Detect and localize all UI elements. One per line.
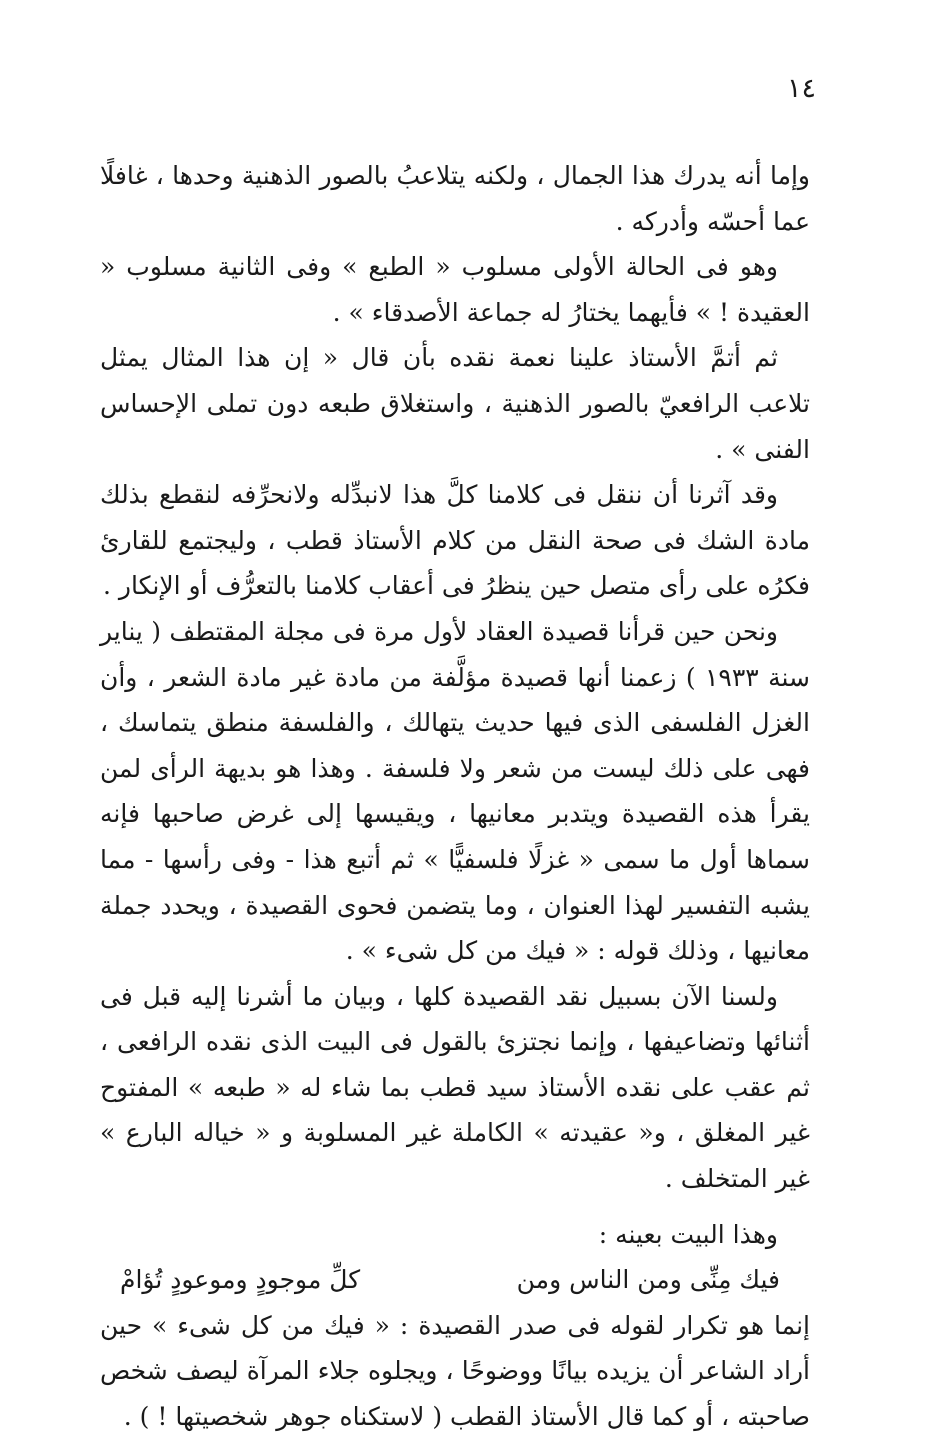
body-text (100, 153, 810, 1440)
page-number: ١٤ (786, 73, 816, 104)
paragraph: وقد آثرنا أن ننقل فى كلامنا كلَّ هذا لانبدِّله ولانحرِّفه لنقطع بذلك مادة الشك فى صحة النقل من كلام الأستاذ قطب ، وليجتمع للقارئ فكرُه على رأى متصل حين ينظرُ فى أعقاب كلامنا بالتعرُّف أو الإنكار . (100, 480, 810, 601)
paragraph: ولسنا الآن بسبيل نقد القصيدة كلها ، وبيان ما أشرنا إليه قبل فى أثنائها وتضاعيفها ، وإنما نجتزئ بالقول فى البيت الذى نقده الرافعى ، ثم عقب على نقده الأستاذ سيد قطب بما شاء له « طبعه » المفتوح غير المغلق ، و« عقيدته » الكاملة غير المسلوبة و « خياله البارع » غير المتخلف . (100, 981, 810, 1194)
poem-verse (100, 1257, 810, 1303)
verse-intro: وهذا البيت بعينه : (598, 1219, 778, 1249)
paragraph: ونحن حين قرأنا قصيدة العقاد لأول مرة فى مجلة المقتطف ( يناير سنة ١٩٣٣ ) زعمنا أنها قصيدة مؤلَّفة من مادة غير مادة الشعر ، وأن الغزل الفلسفى الذى فيها حديث يتهالك ، والفلسفة منطق يتماسك ، فهى على ذلك ليست من شعر ولا فلسفة . وهذا هو بديهة الرأى لمن يقرأ هذه القصيدة ويتدبر معانيها ، ويقيسها إلى غرض صاحبها فإنه سماها أول ما سمى « غزلًا فلسفيًّا » ثم أتبع هذا - وفى رأسها - مما يشبه التفسير لهذا العنوان ، وما يتضمن فحوى القصيدة ، ويحدد جملة معانيها ، وذلك قوله : « فيك من كل شىء » . (100, 616, 810, 966)
paragraph: وهو فى الحالة الأولى مسلوب « الطبع » وفى الثانية مسلوب « العقيدة ! » فأيهما يختارُ له جماعة الأصدقاء » . (100, 252, 810, 327)
verse-first-hemistich: فيك مِنِّى ومن الناس ومن (516, 1265, 780, 1295)
verse-second-hemistich: كلِّ موجودٍ وموعودٍ تُؤامْ (120, 1265, 361, 1295)
paragraph-gap (100, 1202, 810, 1212)
paragraph: وإما أنه يدرك هذا الجمال ، ولكنه يتلاعبُ بالصور الذهنية وحدها ، غافلًا عما أحسّه وأدركه . (100, 161, 810, 236)
closing-paragraph: إنما هو تكرار لقوله فى صدر القصيدة : « فيك من كل شىء » حين أراد الشاعر أن يزيده بيانًا ووضوحًا ، ويجلوه جلاء المرآة ليصف شخص صاحبته ، أو كما قال الأستاذ القطب ( لاستكناه جوهر شخصيتها ! ) . (100, 1310, 810, 1432)
paragraph: ثم أتمَّ الأستاذ علينا نعمة نقده بأن قال « إن هذا المثال يمثل تلاعب الرافعيّ بالصور الذهنية ، واستغلاق طبعه دون تملى الإحساس الفنى » . (100, 343, 810, 464)
